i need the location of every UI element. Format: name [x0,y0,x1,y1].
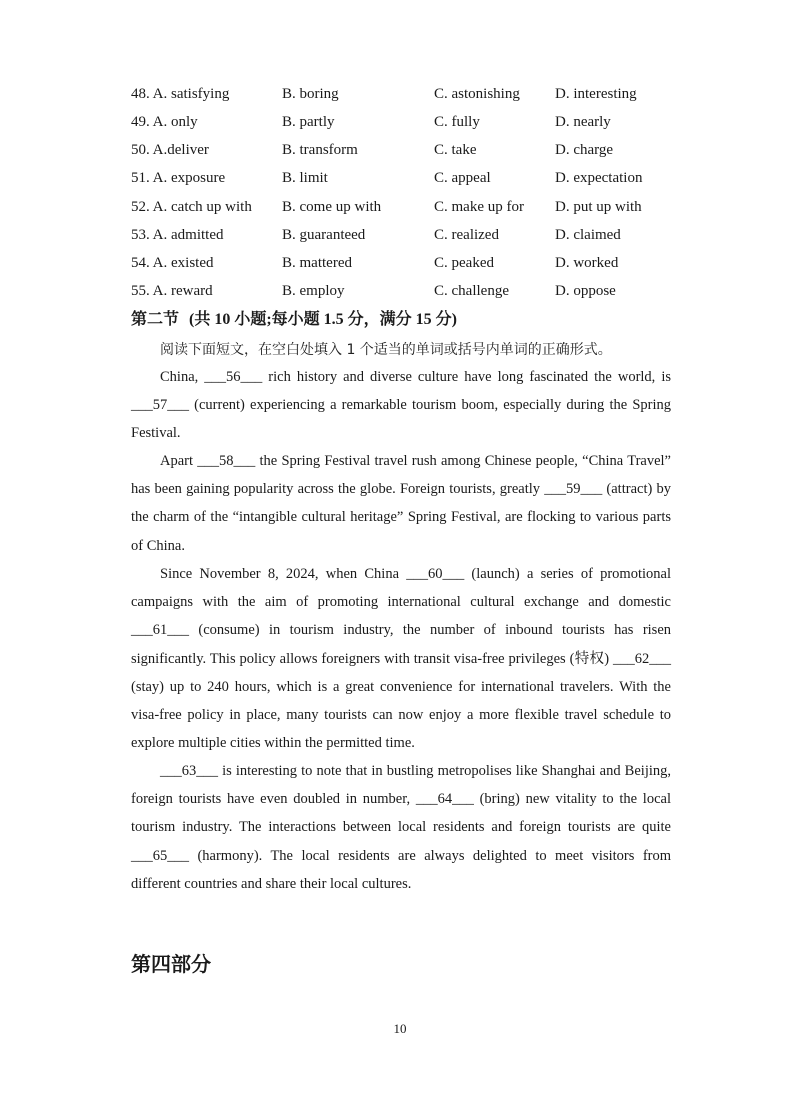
option-d: D. interesting [555,86,637,102]
option-b: B. boring [282,86,339,102]
option-a: 53. A. admitted [131,227,224,243]
option-a: 54. A. existed [131,255,214,271]
options-row-48 [131,81,691,107]
option-d: D. expectation [555,170,643,186]
option-d: D. charge [555,142,614,158]
passage-paragraph-3 [131,560,671,757]
option-c: C. realized [434,227,499,243]
option-d: D. oppose [555,283,616,299]
paragraph-text: ___63___ is interesting to note that in bustling metropolises like Shanghai and Beijing, foreign tourists have even doubled in number, ___64___ (bring) new vitality to the local tourism industry. The interactions between local residents and foreign tourists are quite ___65___ (harmony). The local residents are always delighted to meet visitors from different countries and share their local cultures. [131,763,671,892]
option-b: B. mattered [282,255,352,271]
option-c: C. appeal [434,170,491,186]
options-row-51 [131,165,691,191]
option-b: B. limit [282,170,328,186]
option-b: B. partly [282,114,335,130]
options-row-52 [131,194,691,220]
option-d: D. nearly [555,114,611,130]
option-c: C. astonishing [434,86,520,102]
option-d: D. put up with [555,199,642,215]
option-a: 52. A. catch up with [131,199,252,215]
option-b: B. come up with [282,199,382,215]
option-b: B. employ [282,283,345,299]
options-row-54 [131,250,691,276]
option-c: C. peaked [434,255,494,271]
option-a: 55. A. reward [131,283,213,299]
passage-paragraph-2 [131,447,671,560]
paragraph-text: Since November 8, 2024, when China ___60___ (launch) a series of promotional campaigns with the aim of promoting international cultural exchange and domestic ___61___ (consume) in tourism industry, the number of inbound tourists has risen significantly. This policy allows foreigners with transit visa-free privileges (特权) ___62___ (stay) up to 240 hours, which is a great convenience for international travelers. With the visa-free policy in place, many tourists can now enjoy a more flexible travel schedule to explore multiple cities within the permitted time. [131,566,671,752]
option-a: 51. A. exposure [131,170,226,186]
option-c: C. take [434,142,477,158]
passage-paragraph-4 [131,757,671,898]
paragraph-text: Apart ___58___ the Spring Festival travel rush among Chinese people, “China Travel” has been gaining popularity across the globe. Foreign tourists, greatly ___59___ (attract) by the charm of the “intangible cultural heritage” Spring Festival, are flocking to various parts of China. [131,453,671,554]
option-b: B. transform [282,142,358,158]
section-instruction: 阅读下面短文，在空白处填入 1 个适当的单词或括号内单词的正确形式。 [160,342,612,358]
option-a: 50. A.deliver [131,142,209,158]
option-b: B. guaranteed [282,227,366,243]
section-subtitle: (共 10 小题;每小题 1.5 分，满分 15 分) [189,311,458,328]
passage-paragraph-1 [131,363,671,448]
option-d: D. worked [555,255,619,271]
option-a: 48. A. satisfying [131,86,230,102]
option-c: C. challenge [434,283,509,299]
page-number: 10 [393,1021,407,1036]
section-title: 第二节 [131,309,180,328]
section-heading [131,306,457,329]
paragraph-text: China, ___56___ rich history and diverse culture have long fascinated the world, is ___57___ (current) experiencing a remarkable tourism boom, especially during the Spring Festival. [131,369,671,442]
part-heading: 第四部分 [131,952,211,976]
option-d: D. claimed [555,227,621,243]
option-c: C. make up for [434,199,524,215]
options-row-53 [131,222,691,248]
options-row-50 [131,137,691,163]
options-row-55 [131,278,691,304]
option-c: C. fully [434,114,480,130]
option-a: 49. A. only [131,114,198,130]
options-row-49 [131,109,691,135]
